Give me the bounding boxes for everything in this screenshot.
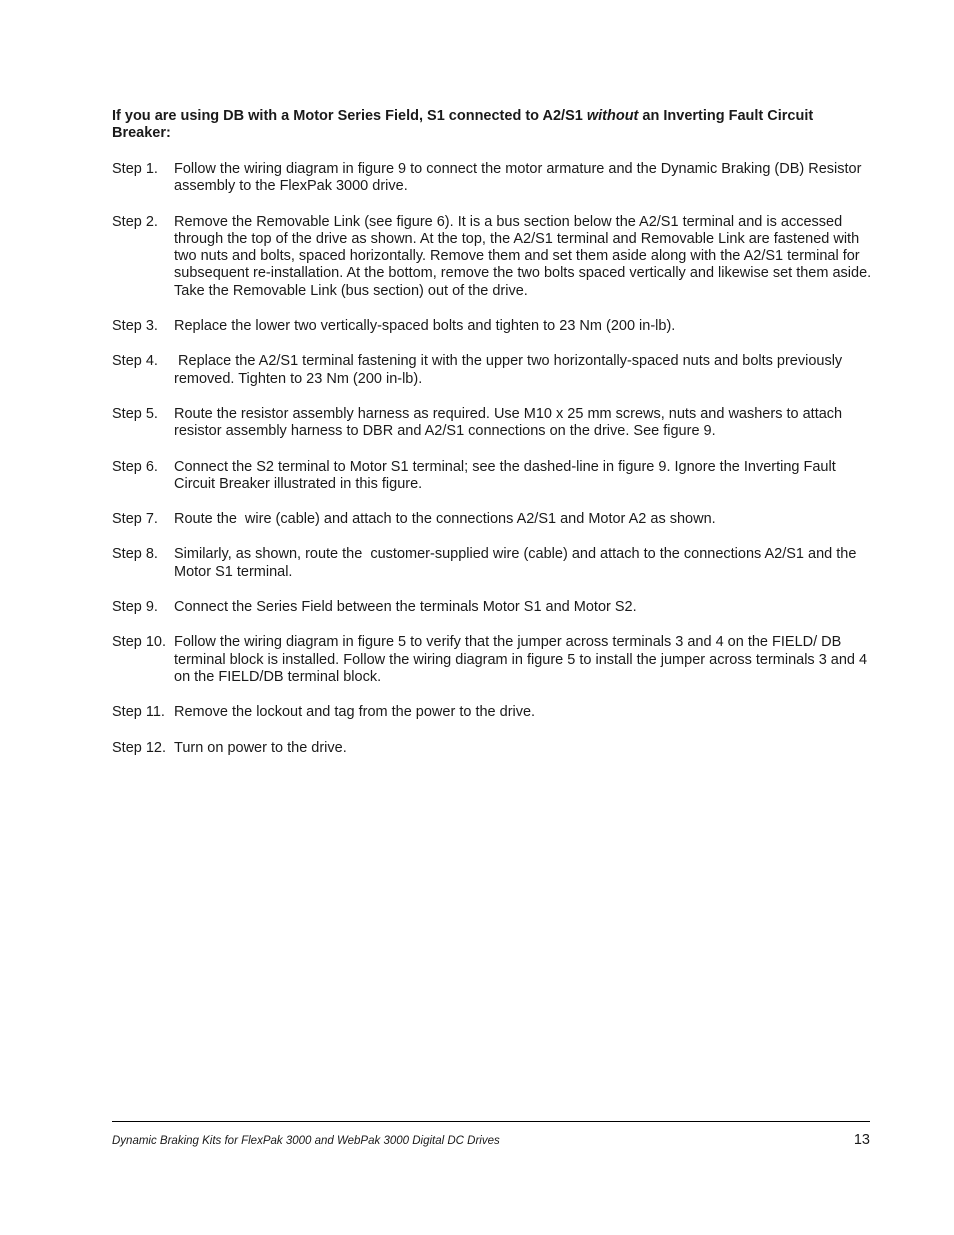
step-text: Replace the lower two vertically-spaced bolts and tighten to 23 Nm (200 in-lb). — [174, 318, 676, 335]
step-text: Route the resistor assembly harness as required. Use M10 x 25 mm screws, nuts and washers to attach resistor assembly harness to DBR and A2/S1 connections on the drive. See figure 9. — [174, 405, 843, 440]
step-text: Connect the S2 terminal to Motor S1 terminal; see the dashed-line in figure 9. Ignore the Inverting Fault Circuit Breaker illustrated in this figure. — [174, 458, 836, 492]
step-label: Step 12. — [112, 739, 167, 756]
step-text: Turn on power to the drive. — [174, 739, 347, 756]
step-label: Step 4. — [112, 353, 158, 370]
heading-text-before: If you are using DB with a Motor Series Field, S1 connected to A2/S1 — [112, 108, 587, 124]
step-item — [112, 740, 872, 757]
step-item — [112, 546, 872, 581]
step-item — [112, 353, 872, 388]
step-text: Follow the wiring diagram in figure 5 to verify that the jumper across terminals 3 and 4 on the FIELD/ DB terminal block is installed. Follow the wiring diagram in figure 5 to install the jumper across terminals 3 and 4 on the FIELD/DB terminal block. — [174, 634, 868, 685]
step-label: Step 1. — [112, 161, 158, 177]
footer-divider — [112, 1121, 870, 1122]
step-text: Remove the Removable Link (see figure 6). It is a bus section below the A2/S1 terminal and is accessed through the top of the drive as shown. At the top, the A2/S1 terminal and Removable Link are fastened with two nuts and bolts, spaced horizontally. Remove them and set them aside along with the A2/S1 terminal for subsequent re-installation. At the bottom, remove the two bolts spaced vertically and likewise set them aside. Take the Removable Link (bus section) out of the drive. — [174, 213, 872, 299]
step-item — [112, 161, 872, 196]
section-heading — [112, 108, 872, 142]
heading-emphasis: without — [586, 108, 639, 124]
page-number: 13 — [853, 1132, 870, 1148]
step-label: Step 9. — [112, 599, 158, 616]
heading-text-after: an Inverting Fault Circuit Breaker: — [112, 108, 814, 141]
step-item — [112, 511, 872, 528]
step-text: Remove the lockout and tag from the power to the drive. — [174, 704, 536, 721]
step-text: Connect the Series Field between the terminals Motor S1 and Motor S2. — [174, 599, 637, 616]
step-label: Step 6. — [112, 458, 158, 475]
step-text: Replace the A2/S1 terminal fastening it with the upper two horizontally-spaced nuts and bolts previously removed. Tighten to 23 Nm (200 in-lb). — [174, 353, 847, 387]
step-label: Step 5. — [112, 405, 158, 422]
step-item — [112, 599, 872, 616]
step-label: Step 2. — [112, 213, 158, 230]
step-item — [112, 214, 872, 300]
step-label: Step 11. — [112, 704, 165, 721]
step-label: Step 10. — [112, 634, 167, 651]
step-item — [112, 406, 872, 441]
steps-list — [112, 161, 872, 775]
step-text: Follow the wiring diagram in figure 9 to connect the motor armature and the Dynamic Braking (DB) Resistor assembly to the FlexPak 3000 drive. — [174, 161, 862, 195]
step-text: Route the wire (cable) and attach to the connections A2/S1 and Motor A2 as shown. — [174, 511, 716, 528]
step-label: Step 7. — [112, 511, 158, 528]
step-item — [112, 459, 872, 494]
step-item — [112, 634, 872, 686]
step-item — [112, 704, 872, 721]
step-label: Step 8. — [112, 546, 158, 563]
footer-document-title: Dynamic Braking Kits for FlexPak 3000 and WebPak 3000 Digital DC Drives — [112, 1135, 500, 1147]
step-item — [112, 318, 872, 335]
step-text: Similarly, as shown, route the customer-supplied wire (cable) and attach to the connections A2/S1 and the Motor S1 terminal. — [174, 546, 861, 580]
step-label: Step 3. — [112, 318, 158, 335]
